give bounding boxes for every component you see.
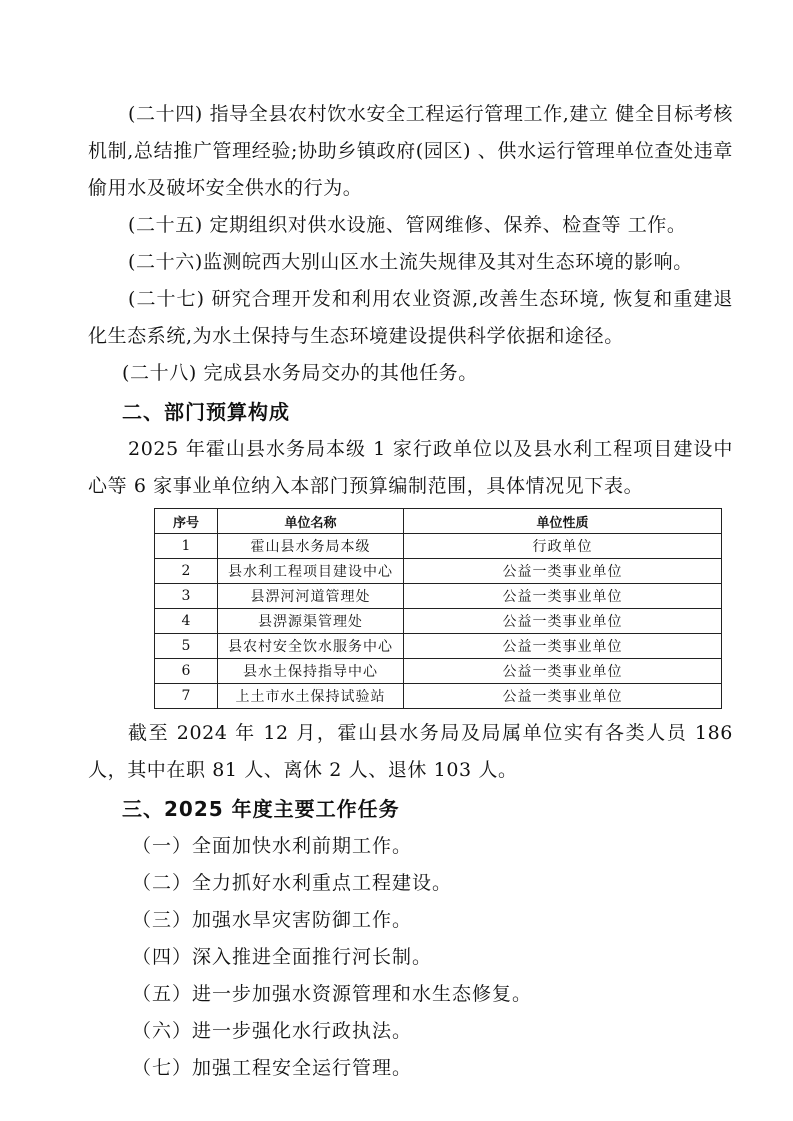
table-row [155,659,722,684]
table-row [155,559,722,584]
units-table [154,508,722,709]
table-cell: 4 [155,609,218,634]
table-cell: 上土市水土保持试验站 [218,684,404,709]
table-cell: 公益一类事业单位 [404,659,722,684]
paragraph-duty-28: (二十八) 完成县水务局交办的其他任务。 [122,362,478,384]
staff-summary: 截至 2024 年 12 月，霍山县水务局及局属单位实有各类人员 186 人，其中在职 81 人、离休 2 人、退休 103 人。 [88,722,733,781]
paragraph-duty-24: (二十四) 指导全县农村饮水安全工程运行管理工作,建立 健全目标考核机制,总结推广管理经验;协助乡镇政府(园区) 、供水运行管理单位查处违章偷用水及破坏安全供水的行为。 [88,103,733,199]
paragraph-duty-27: (二十七) 研究合理开发和利用农业资源,改善生态环境, 恢复和重建退化生态系统,为水土保持与生态环境建设提供科学依据和途径。 [88,288,733,347]
table-cell: 公益一类事业单位 [404,684,722,709]
table-cell: 3 [155,584,218,609]
table-header-cell: 单位性质 [404,509,722,534]
table-cell: 7 [155,684,218,709]
table-cell: 县水利工程项目建设中心 [218,559,404,584]
table-row [155,634,722,659]
table-cell: 公益一类事业单位 [404,609,722,634]
table-cell: 5 [155,634,218,659]
task-item: （四）深入推进全面推行河长制。 [132,946,433,968]
task-item: （六）进一步强化水行政执法。 [132,1020,413,1042]
table-cell: 县水土保持指导中心 [218,659,404,684]
table-header-cell: 单位名称 [218,509,404,534]
table-row [155,534,722,559]
table-cell: 1 [155,534,218,559]
section-heading-budget: 二、部门预算构成 [122,400,290,424]
task-item: （三）加强水旱灾害防御工作。 [132,909,413,931]
task-item: （一）全面加快水利前期工作。 [132,835,413,857]
table-cell: 2 [155,559,218,584]
paragraph-duty-25: (二十五) 定期组织对供水设施、管网维修、保养、检查等 工作。 [128,214,687,236]
table-row [155,584,722,609]
budget-intro: 2025 年霍山县水务局本级 1 家行政单位以及县水利工程项目建设中心等 6 家事业单位纳入本部门预算编制范围，具体情况见下表。 [88,438,733,497]
table-cell: 公益一类事业单位 [404,559,722,584]
table-cell: 公益一类事业单位 [404,584,722,609]
table-cell: 6 [155,659,218,684]
table-cell: 霍山县水务局本级 [218,534,404,559]
task-item: （二）全力抓好水利重点工程建设。 [132,872,453,894]
table-cell: 县淠源渠管理处 [218,609,404,634]
table-cell: 公益一类事业单位 [404,634,722,659]
paragraph-duty-26: (二十六)监测皖西大别山区水土流失规律及其对生态环境的影响。 [128,251,693,273]
task-item: （五）进一步加强水资源管理和水生态修复。 [132,983,533,1005]
task-item: （七）加强工程安全运行管理。 [132,1057,413,1079]
table-row [155,684,722,709]
table-cell: 行政单位 [404,534,722,559]
section-heading-tasks: 三、2025 年度主要工作任务 [122,797,400,821]
table-cell: 县淠河河道管理处 [218,584,404,609]
table-header-cell: 序号 [155,509,218,534]
table-header-row [155,509,722,534]
document-page [88,96,733,1087]
table-cell: 县农村安全饮水服务中心 [218,634,404,659]
table-row [155,609,722,634]
